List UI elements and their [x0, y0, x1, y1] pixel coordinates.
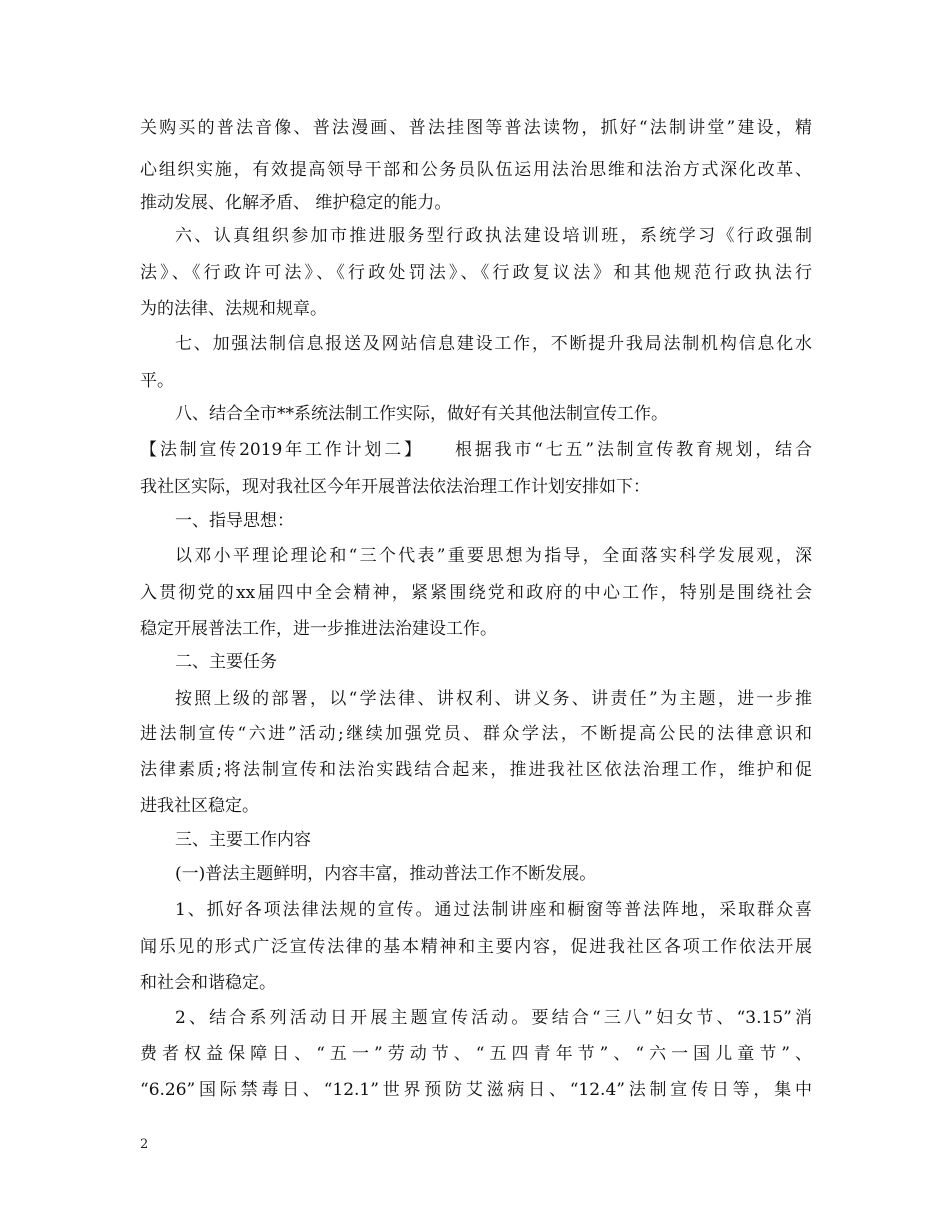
- section-heading: 二、主要任务: [175, 652, 277, 672]
- text-line: 2、结合系列活动日开展主题宣传活动。要结合“三八”妇女节、“3.15”消: [175, 1008, 812, 1028]
- text-line: 法》、《行政许可法》、《行政处罚法》、《行政复议法》和其他规范行政执法行: [140, 263, 812, 283]
- page-number: 2: [140, 1137, 149, 1152]
- subsection-heading: (一)普法主题鲜明，内容丰富，推动普法工作不断发展。: [175, 864, 597, 884]
- text-line: 法律素质;将法制宣传和法治实践结合起来，推进我社区依法治理工作，维护和促: [140, 760, 812, 780]
- text-line: 我社区实际，现对我社区今年开展普法依法治理工作计划安排如下：: [140, 477, 650, 497]
- text-line: 平。: [140, 371, 174, 391]
- text-line: 按照上级的部署，以“学法律、讲权利、讲义务、讲责任”为主题，进一步推: [175, 689, 812, 709]
- text-line: 推动发展、化解矛盾、 维护稳定的能力。: [140, 193, 452, 213]
- text-line: 七、加强法制信息报送及网站信息建设工作，不断提升我局法制机构信息化水: [175, 334, 812, 354]
- text-line: 入贯彻党的xx届四中全会精神，紧紧围绕党和政府的中心工作，特别是围绕社会: [140, 583, 812, 603]
- text-line: 为的法律、法规和规章。: [140, 299, 327, 319]
- text-line: 1、抓好各项法律法规的宣传。通过法制讲座和橱窗等普法阵地，采取群众喜: [175, 900, 812, 920]
- text-line: 费者权益保障日、“五一”劳动节、“五四青年节”、“六一国儿童节”、: [140, 1044, 812, 1064]
- text-line: 关购买的普法音像、普法漫画、普法挂图等普法读物，抓好“法制讲堂”建设，精: [140, 118, 812, 138]
- text-line: “6.26”国际禁毒日、“12.1”世界预防艾滋病日、“12.4”法制宣传日等，集中: [140, 1080, 812, 1100]
- section-heading: 一、指导思想：: [175, 511, 294, 531]
- section-heading-line: 【法制宣传2019年工作计划二】 根据我市“七五”法制宣传教育规划，结合: [140, 440, 812, 460]
- text-line: 八、结合全市**系统法制工作实际，做好有关其他法制宣传工作。: [175, 404, 668, 424]
- section-heading: 三、主要工作内容: [175, 830, 311, 850]
- text-line: 心组织实施，有效提高领导干部和公务员队伍运用法治思维和法治方式深化改革、: [140, 160, 812, 180]
- text-line: 和社会和谐稳定。: [140, 973, 276, 993]
- text-line: 进法制宣传“六进”活动;继续加强党员、群众学法，不断提高公民的法律意识和: [140, 724, 812, 744]
- text-line: 以邓小平理论理论和“三个代表”重要思想为指导，全面落实科学发展观，深: [175, 546, 812, 566]
- text-line: 六、认真组织参加市推进服务型行政执法建设培训班，系统学习《行政强制: [175, 226, 812, 246]
- text-line: 稳定开展普法工作，进一步推进法治建设工作。: [140, 619, 497, 639]
- text-line: 闻乐见的形式广泛宣传法律的基本精神和主要内容，促进我社区各项工作依法开展: [140, 937, 812, 957]
- text-line: 进我社区稳定。: [140, 796, 259, 816]
